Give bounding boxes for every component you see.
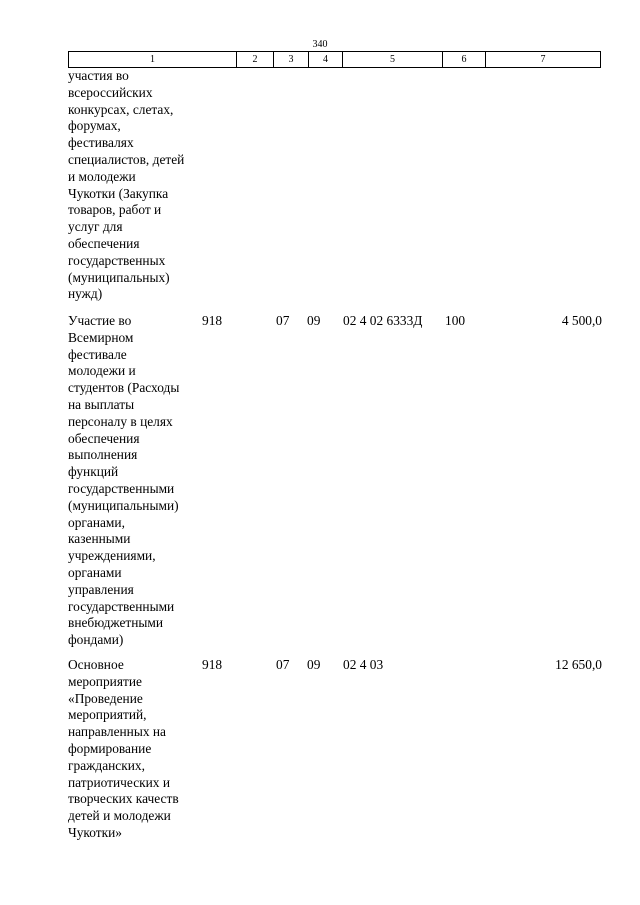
row-name-line: органами, (68, 514, 125, 530)
row-section-code: 07 (276, 657, 290, 672)
header-column-1: 1 (69, 52, 237, 68)
row-name-line: участия во (68, 68, 129, 83)
row-name-line: Чукотки (Закупка (68, 185, 169, 201)
row-name-line: персоналу в целях (68, 413, 173, 429)
row-name-line: студентов (Расходы (68, 380, 180, 396)
row-name-line: обеспечения (68, 430, 140, 446)
row-name-line: и молодежи (68, 168, 136, 184)
row-name-line: на выплаты (68, 396, 135, 412)
header-row (69, 52, 601, 68)
row-name-line: фондами) (68, 632, 124, 648)
row-name-line: внебюджетными (68, 615, 164, 631)
header-column-3: 3 (274, 52, 309, 68)
row-subsection-code: 09 (307, 313, 321, 328)
header-column-4: 4 (309, 52, 343, 68)
row-name-line: товаров, работ и (68, 202, 162, 218)
row-name-line: мероприятие (68, 673, 142, 689)
row-name-line: государственными (68, 598, 175, 614)
row-subsection-code: 09 (307, 657, 321, 672)
row-name-line: Участие во (68, 313, 132, 328)
row-name-line: казенными (68, 531, 131, 547)
row-name (68, 68, 202, 303)
header-column-2: 2 (237, 52, 274, 68)
row-target-article: 02 4 03 (343, 657, 384, 672)
row-expense-type: 100 (445, 313, 466, 328)
row-name-line: специалистов, детей (68, 151, 185, 167)
row-name-line: Основное (68, 657, 124, 672)
row-name (68, 657, 202, 842)
row-name (68, 313, 202, 649)
row-name-line: форумах, (68, 118, 121, 134)
row-name-line: выполнения (68, 447, 138, 463)
row-name-line: направленных на (68, 724, 166, 740)
row-name-line: всероссийских (68, 84, 153, 100)
row-name-line: Всемирном (68, 329, 134, 345)
row-name-line: (муниципальными) (68, 497, 179, 513)
row-ministry-code: 918 (202, 657, 223, 672)
row-name-line: мероприятий, (68, 707, 147, 723)
row-name-line: молодежи и (68, 363, 136, 379)
page-number: 340 (312, 39, 328, 50)
row-name-line: Чукотки» (68, 824, 122, 840)
row-name-line: функций (68, 464, 119, 480)
row-name-line: конкурсах, слетах, (68, 101, 174, 117)
row-name-line: «Проведение (68, 690, 143, 706)
row-name-line: (муниципальных) (68, 269, 170, 285)
row-target-article: 02 4 02 6333Д (343, 313, 423, 328)
row-section-code: 07 (276, 313, 290, 328)
row-name-line: фестивалях (68, 135, 134, 151)
row-amount: 12 650,0 (555, 657, 602, 672)
row-name-line: гражданских, (68, 757, 145, 773)
row-name-line: управления (68, 581, 134, 597)
row-name-line: патриотических и (68, 774, 171, 790)
row-name-line: государственными (68, 480, 175, 496)
row-amount: 4 500,0 (561, 313, 602, 328)
header-column-7: 7 (486, 52, 601, 68)
row-name-line: государственных (68, 252, 166, 268)
row-name-line: обеспечения (68, 235, 140, 251)
row-name-line: нужд) (68, 286, 103, 302)
row-name-line: учреждениями, (68, 548, 156, 564)
row-name-line: формирование (68, 740, 152, 756)
header-column-5: 5 (343, 52, 443, 68)
row-name-line: творческих качеств (68, 791, 179, 807)
row-name-line: фестивале (68, 346, 127, 362)
row-name-line: услуг для (68, 219, 123, 235)
row-name-line: органами (68, 564, 122, 580)
header-column-6: 6 (443, 52, 486, 68)
row-name-line: детей и молодежи (68, 808, 171, 824)
row-ministry-code: 918 (202, 313, 223, 328)
column-number-header (68, 51, 601, 68)
